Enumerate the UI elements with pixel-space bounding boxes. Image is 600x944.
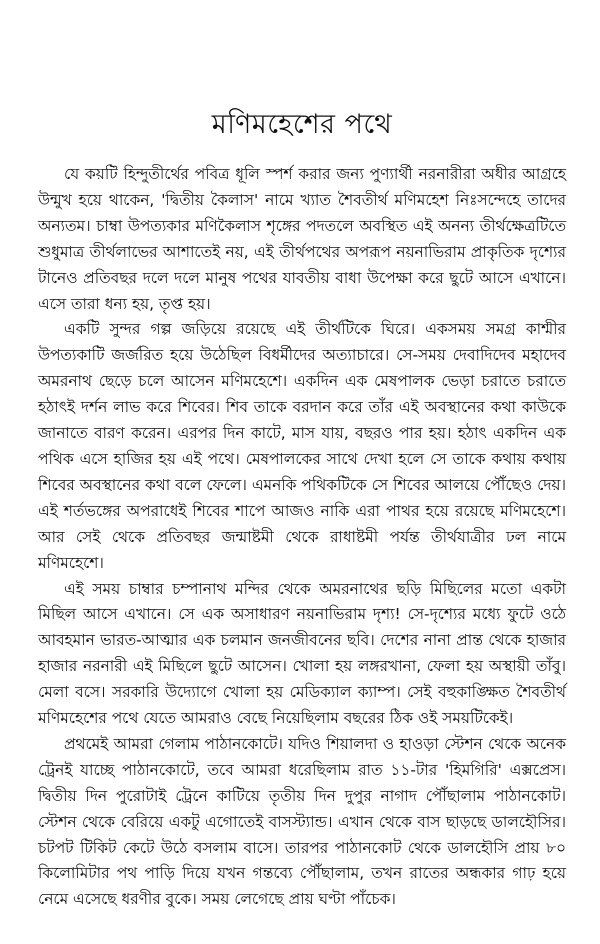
paragraph-1: যে কয়টি হিন্দুতীর্থের পবিত্র ধূলি স্পর্শ করার জন্য পুণ্যার্থী নরনারীরা অধীর আগ্রহে উন্মুখ হয়ে থাকেন, 'দ্বিতীয় কৈলাস' নামে খ্যাত শৈবতীর্থ মণিমহেশ নিঃসন্দেহে তাদের অন্যতম। চাম্বা উপত্যকার মণিকৈলাস শৃঙ্গের পদতলে অবস্থিত এই অনন্য তীর্থক্ষেত্রটিতে শুধুমাত্র তীর্থলাভের আশাতেই নয়, এই তীর্থপথের অপরূপ নয়নাভিরাম প্রাকৃতিক দৃশ্যের টানেও প্রতিবছর দলে দলে মানুষ পথের যাবতীয় বাধা উপেক্ষা করে ছুটে আসে এখানে। এসে তারা ধন্য হয়, তৃপ্ত হয়। <box>38 165 566 313</box>
paragraph-4: প্রথমেই আমরা গেলাম পাঠানকোটে। যদিও শিয়ালদা ও হাওড়া স্টেশন থেকে অনেক ট্রেনই যাচ্ছে পাঠানকোটে, তবে আমরা ধরেছিলাম রাত ১১-টার 'হিমগিরি' এক্সপ্রেস। দ্বিতীয় দিন পুরোটাই ট্রেনে কাটিয়ে তৃতীয় দিন দুপুর নাগাদ পৌঁছালাম পাঠানকোট। স্টেশন থেকে বেরিয়ে একটু এগোতেই বাসস্ট্যান্ড। এখান থেকে বাস ছাড়ছে ডালহৌসির। চটপট টিকিট কেটে উঠে বসলাম বাসে। তারপর পাঠানকোট থেকে ডালহৌসি প্রায় ৮০ কিলোমিটার পথ পাড়ি দিয়ে যখন গন্তব্যে পৌঁছালাম, তখন রাতের অন্ধকার গাঢ় হয়ে নেমে এসেছে ধরণীর বুকে। সময় লেগেছে প্রায় ঘণ্টা পাঁচেক। <box>38 734 566 909</box>
paragraph-3: এই সময় চাম্বার চম্পানাথ মন্দির থেকে অমরনাথের ছড়ি মিছিলের মতো একটা মিছিল আসে এখানে। সে এক অসাধারণ নয়নাভিরাম দৃশ্য! সে-দৃশ্যের মধ্যে ফুটে ওঠে আবহমান ভারত-আত্মার এক চলমান জনজীবনের ছবি। দেশের নানা প্রান্ত থেকে হাজার হাজার নরনারী এই মিছিলে ছুটে আসেন। খোলা হয় লঙ্গরখানা, ফেলা হয় অস্থায়ী তাঁবু। মেলা বসে। সরকারি উদ্যোগে খোলা হয় মেডিক্যাল ক্যাম্প। সেই বহুকাঙ্ক্ষিত শৈবতীর্থ মণিমহেশের পথে যেতে আমরাও বেছে নিয়েছিলাম বছরের ঠিক ওই সময়টিকেই। <box>38 579 566 728</box>
paragraph-2: একটি সুন্দর গল্প জড়িয়ে রয়েছে এই তীর্থটিকে ঘিরে। একসময় সমগ্র কাশ্মীর উপত্যকাটি জর্জরিত হয়ে উঠেছিল বিধর্মীদের অত্যাচারে। সে-সময় দেবাদিদেব মহাদেব অমরনাথ ছেড়ে চলে আসেন মণিমহেশে। একদিন এক মেষপালক ভেড়া চরাতে চরাতে হঠাৎই দর্শন লাভ করে শিবের। শিব তাকে বরদান করে তাঁর এই অবস্থানের কথা কাউকে জানাতে বারণ করেন। এরপর দিন কাটে, মাস যায়, বছরও পার হয়। হঠাৎ একদিন এক পথিক এসে হাজির হয় এই পথে। মেষপালকের সাথে দেখা হলে সে তাকে কথায় কথায় শিবের অবস্থানের কথা বলে ফেলে। এমনকি পথিকটিকে সে শিবের আলয়ে পৌঁছেও দেয়। এই শর্তভঙ্গের অপরাধেই শিবের শাপে আজও নাকি এরা পাথর হয়ে রয়েছে মণিমহেশে। আর সেই থেকে প্রতিবছর জন্মাষ্টমী থেকে রাধাষ্টমী পর্যন্ত তীর্থযাত্রীর ঢল নামে মণিমহেশে। <box>38 320 566 572</box>
chapter-title: মণিমহেশের পথে <box>211 109 393 140</box>
book-page <box>38 108 566 913</box>
